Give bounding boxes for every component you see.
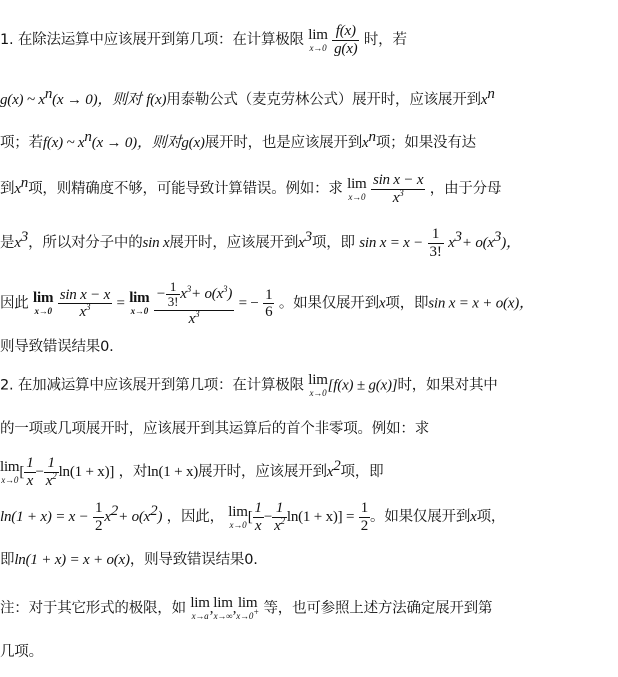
fraction-taylor: − $\frac{1}{3!}$ $x^3+ o(x^3)$ $x^3$ (155, 279, 233, 327)
limit-operator: lim x→0 (347, 175, 367, 202)
para2-line3: lim x→0 [ $\frac{1}{x}$ − $\frac{1}{x^2}$ ln(1 + x)] ，对ln(1 + x)展开时，应该展开到$x^2$项，即 (0, 455, 384, 489)
fraction-f-over-g: $\frac{f(x)}{g(x)}$ (334, 23, 358, 57)
para1-line1: 1. 在除法运算中应该展开到第几项：在计算极限 lim x→0 $\frac{f(x)}{g(x)}$ 时，若 (0, 23, 407, 57)
para1-line7: 则导致错误结果0. (0, 339, 114, 355)
fraction-one-over-x2: $\frac{1}{x^2}$ (45, 455, 57, 489)
para2-line5: 即ln(1 + x) = x + o(x)，则导致错误结果0. (0, 552, 258, 568)
para2-line2: 的一项或几项展开时，应该展开到其运算后的首个非零项。例如：求 (0, 421, 429, 437)
para1-line6: 因此 lim x→0 $\frac{\text{sin x − x}}{x^3}$ = lim x→0 − $\frac{1}{3!}$ $x^3+ o(x^3)$ $x^3$ = − $\frac{1}{6}$ 。如果仅展开到x项，即sin x = x + o(x)， (0, 279, 534, 327)
note-line2: 几项。 (0, 644, 43, 660)
fraction-one-over-x2: $\frac{1}{x^2}$ (274, 500, 285, 534)
para1-line4: 到$x^n$项，则精确度不够，可能导致计算错误。例如：求 lim x→0 $\frac{\text{sin x − x}}{x^3}$ ，由于分母 (0, 172, 502, 206)
limit-operator: lim x→0 (33, 290, 54, 317)
para1-line5: 是$x^3$，所以对分子中的sin x展开时，应该展开到$x^3$项，即 sin x = x − $\frac{1}{3!}$ $x^3+ o(x^3)$， (0, 226, 521, 260)
limit-operator: lim x→0 (0, 458, 20, 485)
limit-operator: lim x→0 (308, 372, 328, 398)
limit-operator: lim x→∞ (213, 595, 233, 621)
fraction-one-sixth: $\frac{1}{6}$ (265, 286, 273, 321)
fraction-one-over-3fact: $\frac{1}{3!}$ (429, 226, 442, 260)
fraction-one-over-x: $\frac{1}{x}$ (26, 455, 34, 489)
limit-operator: lim x→a (190, 595, 210, 621)
fraction-one-half: $\frac{1}{2}$ (95, 500, 103, 534)
fraction-sinx-minus-x: $\frac{\text{sin x − x}}{x^3}$ (372, 172, 424, 206)
fraction-one-half-result: $\frac{1}{2}$ (360, 500, 369, 534)
limit-operator: lim x→0 (308, 26, 328, 53)
limit-operator: lim x→0+ (236, 595, 260, 621)
para1-line3: 项；若f(x) ~ $x^n(x \to 0)$，则对g(x)展开时，也是应该展开到$x^n$项；如果没有达 (0, 129, 476, 151)
para2-line4: ln(1 + x) = x − $\frac{1}{2}$ $x^2+ o(x^2)$ ，因此， lim x→0 [ $\frac{1}{x}$ − $\frac{1}{x^2}$ ln(1 + x)] = $\frac{1}{2}$ 。如果仅展开到x项， (0, 500, 506, 534)
fraction-one-over-x: $\frac{1}{x}$ (254, 500, 262, 534)
limit-operator: lim x→0 (129, 290, 150, 317)
para2-line1: 2. 在加减运算中应该展开到第几项：在计算极限 lim x→0 [f(x) ± g(x)]时，如果对其中 (0, 372, 498, 398)
note-line1: 注：对于其它形式的极限，如 lim x→a ,lim x→∞ , lim x→0+ 等，也可参照上述方法确定展开到第 (0, 595, 493, 621)
para1-line2: g(x) ~ $x^n(x \to 0)$，则对 f(x)用泰勒公式（麦克劳林公式）展开时，应该展开到$x^n$ (0, 86, 495, 108)
limit-operator: lim x→0 (228, 503, 248, 530)
fraction-sinx-minus-x-2: $\frac{\text{sin x − x}}{x^3}$ (59, 286, 111, 321)
para1-intro: 1. 在除法运算中应该展开到第几项：在计算极限 (0, 32, 304, 48)
